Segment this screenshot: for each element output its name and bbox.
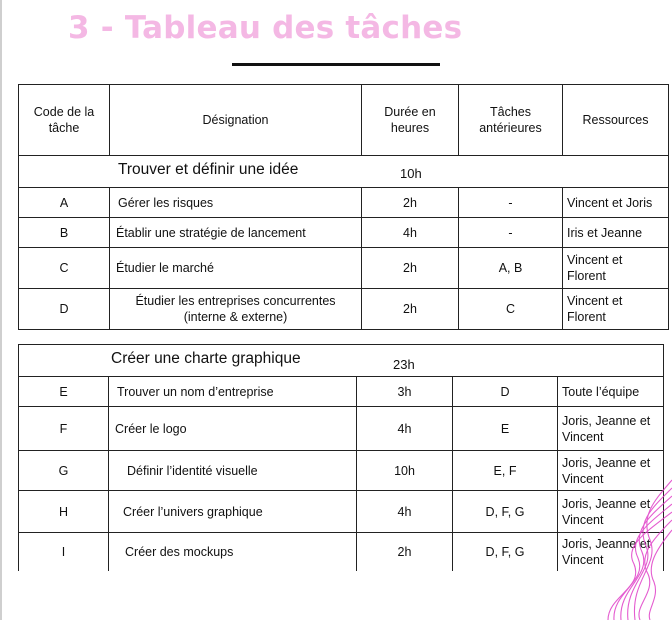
task-designation: Définir l’identité visuelle (109, 451, 357, 491)
task-designation: Gérer les risques (110, 188, 362, 218)
table-row (19, 188, 669, 218)
header-anterieures: Tâches antérieures (459, 85, 563, 156)
title-underline (232, 63, 440, 66)
task-designation: Créer des mockups (109, 533, 357, 571)
task-anterieures: D, F, G (453, 491, 558, 533)
task-duree: 4h (357, 491, 453, 533)
task-anterieures: E, F (453, 451, 558, 491)
header-duree: Durée en heures (362, 85, 459, 156)
task-ressources: Iris et Jeanne (563, 218, 669, 248)
task-code: D (19, 289, 110, 330)
task-table-phase-1 (18, 84, 669, 330)
task-designation: Créer l’univers graphique (109, 491, 357, 533)
task-ressources: Joris, Jeanne et Vincent (558, 451, 664, 491)
task-ressources: Vincent et Florent (563, 248, 669, 289)
task-anterieures: - (459, 188, 563, 218)
task-ressources: Joris, Jeanne et Vincent (558, 533, 664, 571)
phase-name: Créer une charte graphique (111, 350, 301, 367)
task-anterieures: D (453, 377, 558, 407)
task-duree: 2h (362, 248, 459, 289)
table-header-row (19, 85, 669, 156)
task-code: G (19, 451, 109, 491)
header-designation: Désignation (110, 85, 362, 156)
task-designation: Trouver un nom d’entreprise (109, 377, 357, 407)
task-ressources: Joris, Jeanne et Vincent (558, 407, 664, 451)
task-anterieures: E (453, 407, 558, 451)
task-anterieures: D, F, G (453, 533, 558, 571)
task-code: I (19, 533, 109, 571)
task-ressources: Joris, Jeanne et Vincent (558, 491, 664, 533)
task-anterieures: A, B (459, 248, 563, 289)
phase-hours: 23h (393, 357, 415, 372)
task-designation: Étudier les entreprises concurrentes (interne & externe) (110, 289, 362, 330)
task-duree: 10h (357, 451, 453, 491)
header-code: Code de la tâche (19, 85, 110, 156)
table-row (19, 218, 669, 248)
phase-hours: 10h (400, 166, 422, 181)
phase-row (19, 345, 664, 377)
table-row (19, 289, 669, 330)
page-title: 3 - Tableau des tâches (68, 10, 463, 46)
table-row (19, 377, 664, 407)
phase-row (19, 156, 669, 188)
task-designation: Étudier le marché (110, 248, 362, 289)
task-duree: 3h (357, 377, 453, 407)
task-designation: Créer le logo (109, 407, 357, 451)
table-row (19, 407, 664, 451)
header-ressources: Ressources (563, 85, 669, 156)
task-duree: 2h (362, 188, 459, 218)
task-duree: 4h (362, 218, 459, 248)
page-left-edge (0, 0, 2, 620)
task-ressources: Vincent et Joris (563, 188, 669, 218)
task-designation: Établir une stratégie de lancement (110, 218, 362, 248)
task-anterieures: - (459, 218, 563, 248)
task-code: F (19, 407, 109, 451)
task-code: A (19, 188, 110, 218)
task-ressources: Toute l’équipe (558, 377, 664, 407)
task-duree: 2h (362, 289, 459, 330)
phase-name: Trouver et définir une idée (118, 161, 299, 178)
task-code: C (19, 248, 110, 289)
task-code: E (19, 377, 109, 407)
task-anterieures: C (459, 289, 563, 330)
table-row (19, 248, 669, 289)
task-duree: 4h (357, 407, 453, 451)
task-code: H (19, 491, 109, 533)
task-ressources: Vincent et Florent (563, 289, 669, 330)
task-code: B (19, 218, 110, 248)
swirl-decoration-icon (560, 470, 672, 620)
task-duree: 2h (357, 533, 453, 571)
